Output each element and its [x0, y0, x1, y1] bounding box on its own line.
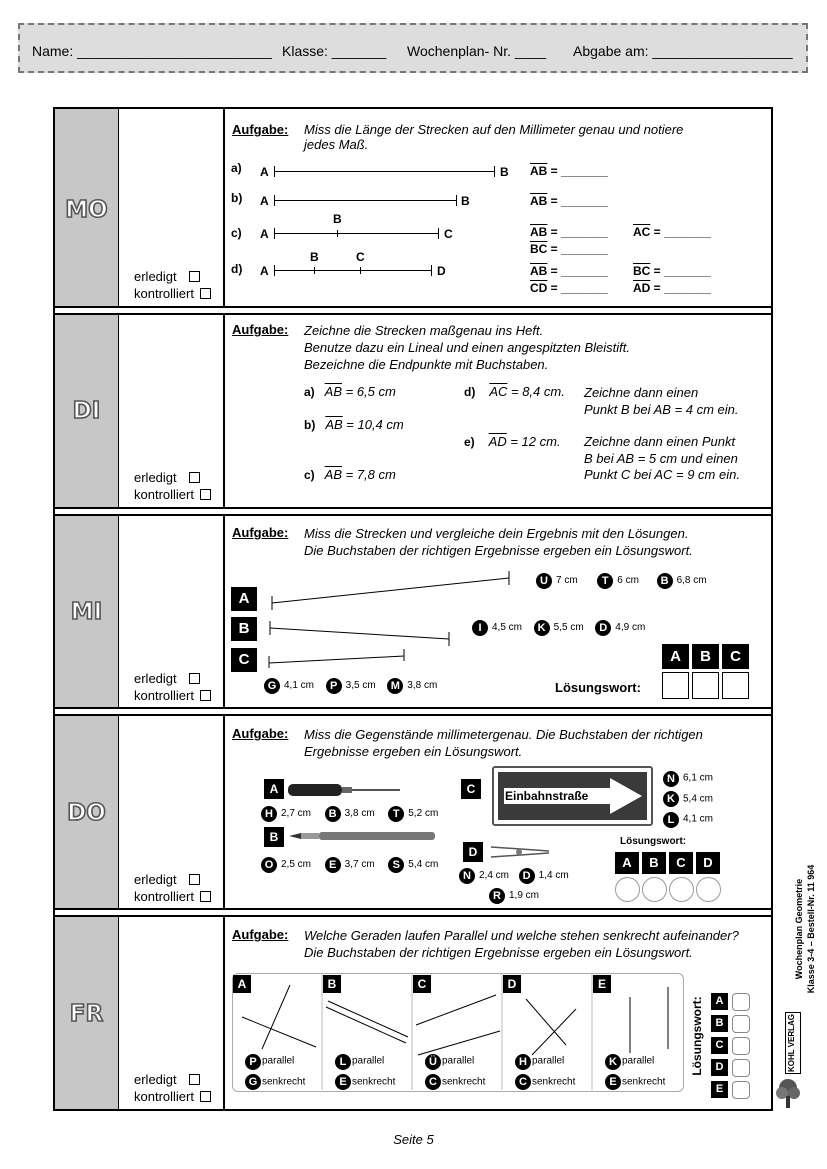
di-item-a: a) $\overline{AB} = 6,5$ cm	[304, 384, 396, 399]
di-item-c: c) $\overline{AB} = 7,8$ cm	[304, 467, 396, 482]
panel-label-a: A	[233, 975, 251, 993]
kontrolliert-checkbox[interactable]	[200, 489, 211, 500]
solution-circle[interactable]	[696, 877, 721, 902]
task-label: Aufgabe:	[232, 726, 289, 741]
segment-end	[456, 195, 457, 206]
panel-label-b: B	[323, 975, 341, 993]
segment-c	[274, 233, 438, 234]
kontrolliert-checkbox[interactable]	[200, 891, 211, 902]
point-label: C	[356, 250, 365, 264]
row-label-d: d)	[231, 262, 243, 276]
segment-d	[274, 270, 431, 271]
do-solution-circles	[615, 877, 721, 905]
erledigt-checkbox[interactable]	[189, 874, 200, 885]
row-separator	[55, 707, 771, 716]
di-note-e: Zeichne dann einen Punkt B bei AB = 5 cm und einen Punkt C bei AC = 9 cm ein.	[584, 434, 740, 482]
status-checklist-mi: erledigt kontrolliert	[134, 670, 211, 704]
task-label: Aufgabe:	[232, 122, 289, 137]
answer-bc-c[interactable]: $\overline{BC}$ = _______	[530, 242, 608, 256]
task-text-di: Zeichne die Strecken maßgenau ins Heft. Benutze dazu ein Lineal und einen angespitzten Bleistift. Bezeichne die Endpunkte mit Buchstaben.	[304, 323, 630, 372]
solution-head-a: A	[615, 852, 639, 874]
fr-sol-letter: A	[711, 993, 728, 1010]
answer-ab-c[interactable]: $\overline{AB}$ = _______	[530, 225, 608, 239]
mi-solution-label: Lösungswort:	[555, 680, 641, 695]
day-label-fr: FR	[69, 1001, 104, 1027]
status-checklist-do: erledigt kontrolliert	[134, 871, 211, 905]
fr-solution-label: Lösungswort:	[690, 996, 704, 1076]
fr-options-e: K parallel E senkrecht	[605, 1051, 665, 1092]
erledigt-checkbox[interactable]	[189, 1074, 200, 1085]
fr-sol-letter: C	[711, 1037, 728, 1054]
segment-mark	[314, 267, 315, 274]
segment-mark	[337, 230, 338, 237]
status-checklist-mo: erledigt kontrolliert	[134, 268, 211, 302]
fr-sol-box[interactable]	[732, 1081, 750, 1099]
point-label: B	[461, 194, 470, 208]
solution-head-b: B	[692, 644, 719, 669]
answer-ac-c[interactable]: $\overline{AC}$ = _______	[633, 225, 711, 239]
object-label-c: C	[461, 779, 481, 799]
header-bar	[18, 23, 808, 73]
answer-ad-d[interactable]: $\overline{AD}$ = _______	[633, 281, 711, 295]
segment-label-a: A	[231, 587, 257, 611]
row-label-c: c)	[231, 226, 242, 240]
segment-end	[431, 265, 432, 276]
point-label: A	[260, 227, 269, 241]
weekly-plan-table	[53, 107, 773, 1111]
sign-text: Einbahnstraße	[505, 789, 589, 803]
fr-sol-box[interactable]	[732, 1015, 750, 1033]
task-text-do: Miss die Gegenstände millimetergenau. Die Buchstaben der richtigen Ergebnisse ergeben ein Lösungswort.	[304, 727, 703, 759]
answer-ab-a[interactable]: $\overline{AB}$ = _______	[530, 164, 608, 178]
status-checklist-fr: erledigt kontrolliert	[134, 1071, 211, 1105]
page-number: Seite 5	[393, 1132, 434, 1147]
mi-options-3: G 4,1 cm P 3,5 cm M 3,8 cm	[264, 677, 437, 694]
solution-circle[interactable]	[615, 877, 640, 902]
segment-end	[438, 228, 439, 239]
fr-options-a: P parallel G senkrecht	[245, 1051, 305, 1092]
solution-head-a: A	[662, 644, 689, 669]
point-label: C	[444, 227, 453, 241]
point-label: D	[437, 264, 446, 278]
solution-head-c: C	[669, 852, 693, 874]
erledigt-checkbox[interactable]	[189, 673, 200, 684]
task-label: Aufgabe:	[232, 927, 289, 942]
fr-options-b: L parallel E senkrecht	[335, 1051, 395, 1092]
point-label: A	[260, 194, 269, 208]
object-label-d: D	[463, 842, 483, 862]
do-options-b: O 2,5 cm E 3,7 cm S 5,4 cm	[261, 856, 438, 873]
point-label: A	[260, 165, 269, 179]
fr-sol-box[interactable]	[732, 1037, 750, 1055]
segment-a	[274, 171, 494, 172]
status-checklist-di: erledigt kontrolliert	[134, 469, 211, 503]
day-label-mo: MO	[65, 197, 108, 223]
do-solution-label: Lösungswort:	[620, 836, 687, 847]
fr-sol-letter: D	[711, 1059, 728, 1076]
row-label-a: a)	[231, 161, 242, 175]
segment-b	[274, 200, 456, 201]
solution-box-b[interactable]	[692, 672, 719, 699]
erledigt-checkbox[interactable]	[189, 271, 200, 282]
kontrolliert-checkbox[interactable]	[200, 288, 211, 299]
mi-options-1: U 7 cm T 6 cm B 6,8 cm	[536, 572, 707, 589]
solution-head-b: B	[642, 852, 666, 874]
do-options-d2: R 1,9 cm	[489, 887, 539, 904]
segment-end	[494, 166, 495, 177]
row-separator	[55, 908, 771, 917]
task-text-mi: Miss die Strecken und vergleiche dein Ergebnis mit den Lösungen. Die Buchstaben der richtigen Ergebnisse ergeben ein Lösungswort.	[304, 526, 693, 558]
segment-label-b: B	[231, 617, 257, 641]
point-label: B	[500, 165, 509, 179]
abgabe-field[interactable]: Abgabe am: __________________	[573, 43, 793, 59]
one-way-sign	[492, 766, 653, 826]
solution-circle[interactable]	[669, 877, 694, 902]
solution-box-c[interactable]	[722, 672, 749, 699]
solution-circle[interactable]	[642, 877, 667, 902]
object-label-b: B	[264, 827, 284, 847]
task-text-mo: Miss die Länge der Strecken auf den Millimeter genau und notiere jedes Maß.	[304, 122, 684, 152]
point-label: B	[310, 250, 319, 264]
panel-label-d: D	[503, 975, 521, 993]
di-item-d: d) $\overline{AC} = 8,4$ cm.	[464, 384, 565, 399]
fr-sol-box[interactable]	[732, 1059, 750, 1077]
do-options-c: N 6,1 cm K 5,4 cm L 4,1 cm	[663, 768, 713, 830]
fr-sol-letter: B	[711, 1015, 728, 1032]
day-label-di: DI	[72, 398, 101, 424]
clothespin-image	[489, 842, 553, 862]
panel-label-c: C	[413, 975, 431, 993]
task-label: Aufgabe:	[232, 322, 289, 337]
point-label: A	[260, 264, 269, 278]
object-label-a: A	[264, 779, 284, 799]
panel-label-e: E	[593, 975, 611, 993]
row-separator	[55, 306, 771, 315]
tree-logo-icon	[775, 1078, 801, 1110]
di-item-e: e) $\overline{AD} = 12$ cm.	[464, 434, 561, 449]
solution-head-c: C	[722, 644, 749, 669]
screwdriver-image	[286, 781, 406, 799]
do-options-a: H 2,7 cm B 3,8 cm T 5,2 cm	[261, 805, 438, 822]
klasse-field[interactable]: Klasse: _______	[282, 43, 387, 59]
pen-image	[287, 829, 439, 843]
answer-ab-d[interactable]: $\overline{AB}$ = _______	[530, 264, 608, 278]
answer-bc-d[interactable]: $\overline{BC}$ = _______	[633, 264, 711, 278]
fr-options-c: Ü parallel C senkrecht	[425, 1051, 485, 1092]
name-field[interactable]: Name: _________________________	[32, 43, 272, 59]
fr-sol-box[interactable]	[732, 993, 750, 1011]
solution-head-d: D	[696, 852, 720, 874]
di-item-b: b) $\overline{AB} = 10,4$ cm	[304, 417, 404, 432]
day-label-do: DO	[67, 800, 106, 826]
task-text-fr: Welche Geraden laufen Parallel und welche stehen senkrecht aufeinander? Die Buchstaben der richtigen Ergebnisse ergeben ein Lösungswort.	[304, 928, 739, 960]
segment-label-c: C	[231, 648, 257, 672]
point-label: B	[333, 212, 342, 226]
row-separator	[55, 507, 771, 516]
side-publisher-info: Wochenplan Geometrie Klasse 3-4 – Bestell-Nr. 11 964	[794, 864, 816, 994]
fr-options-d: H parallel C senkrecht	[515, 1051, 575, 1092]
solution-box-a[interactable]	[662, 672, 689, 699]
task-label: Aufgabe:	[232, 525, 289, 540]
answer-cd-d[interactable]: $\overline{CD}$ = _______	[530, 281, 608, 295]
di-note-d: Zeichne dann einen Punkt B bei AB = 4 cm ein.	[584, 385, 739, 417]
wochenplan-field[interactable]: Wochenplan- Nr. ____	[407, 43, 547, 59]
kontrolliert-checkbox[interactable]	[200, 690, 211, 701]
answer-ab-b[interactable]: $\overline{AB}$ = _______	[530, 194, 608, 208]
day-label-mi: MI	[70, 599, 103, 625]
publisher-logo: KOHL VERLAG	[785, 1012, 801, 1074]
do-options-d: N 2,4 cm D 1,4 cm	[459, 867, 569, 884]
kontrolliert-checkbox[interactable]	[200, 1091, 211, 1102]
row-label-b: b)	[231, 191, 243, 205]
segment-mark	[360, 267, 361, 274]
mi-options-2: I 4,5 cm K 5,5 cm D 4,9 cm	[472, 619, 645, 636]
fr-sol-letter: E	[711, 1081, 728, 1098]
erledigt-checkbox[interactable]	[189, 472, 200, 483]
mi-segments	[260, 564, 520, 669]
